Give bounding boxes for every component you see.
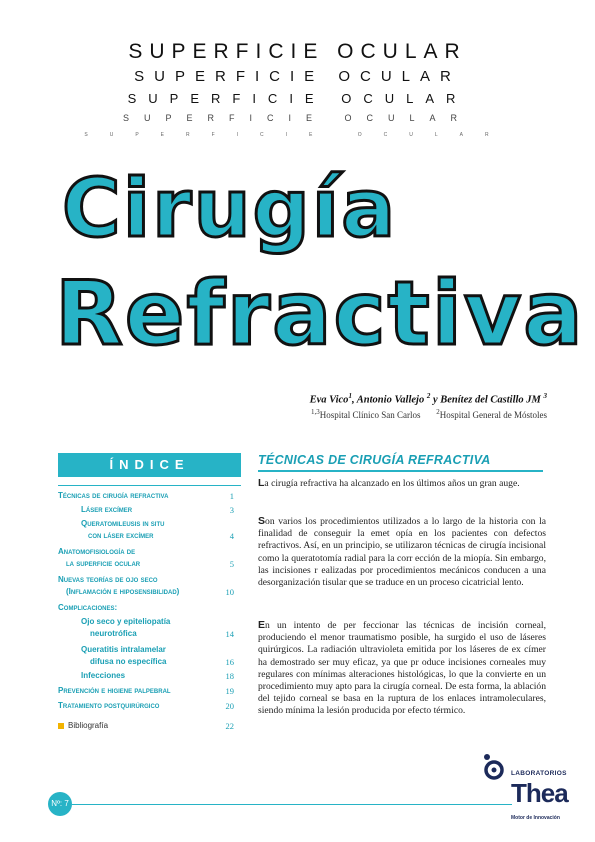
index-item[interactable]: Láser excímer 3	[81, 505, 234, 515]
page-number-badge: Nº: 7	[48, 792, 72, 816]
index-item[interactable]: Queratomileusis in situ	[81, 519, 165, 528]
index-item[interactable]: Complicaciones:	[58, 603, 118, 612]
title-refractiva: Refractiva	[55, 262, 585, 365]
index-item[interactable]: neurotrófica 14	[90, 629, 234, 639]
article-paragraph-1: La cirugía refractiva ha alcanzado en los últimos años un gran auge.	[258, 477, 520, 489]
index-heading: ÍNDICE	[58, 453, 241, 477]
article-title: TÉCNICAS DE CIRUGÍA REFRACTIVA	[258, 453, 491, 467]
index-rule	[58, 485, 241, 486]
index-item[interactable]: Ojo seco y epiteliopatía	[81, 617, 171, 626]
index-item-bibliografia[interactable]: Bibliografía 22	[58, 721, 234, 730]
index-item[interactable]: (Inflamación e hiposensibilidad) 10	[66, 587, 234, 597]
index-item[interactable]: Anatomofisiología de	[58, 547, 136, 556]
index-item[interactable]: difusa no específica 16	[90, 657, 234, 667]
article-rule	[258, 470, 543, 472]
title-cirugia: Cirugía	[62, 162, 398, 255]
index-item[interactable]: Nuevas teorías de ojo seco	[58, 575, 158, 584]
index-item[interactable]: con láser excímer 4	[88, 531, 234, 541]
article-paragraph-3: En un intento de per feccionar las técnicas de incisión corneal, produciendo el menor traumatismo posible, ha surgido el uso de láseres quirúrgicos. La radiación ultravioleta emitida por los láseres de ex címer ha demostrado ser muy eficaz, ya que pr oduce incisiones corneales muy regulares con mínimas alteraciones histológicas, lo que la convierte en un procedimiento muy apto para la cirugía corneal. De esta forma, la ablación del tejido corneal se basa en la ruptura de los enlaces intramoleculares, siendo mínima la lesión producida por efecto térmico.	[258, 619, 546, 717]
article-paragraph-2: Son varios los procedimientos utilizados a lo largo de la historia con la finalidad de conseguir la emet opía en los pacientes con defectos refractivos. Así, en un principio, se utilizaron técnicas de cirugía incisional como la queratotomía radial para la corr ección de la miopía. Sin embargo, las incisiones r ealizadas por procedimientos mecánicos conducen a una desorganización tisular que se traduce en un proceso cicatricial lento.	[258, 515, 546, 589]
footer-rule	[72, 804, 512, 805]
header-title-5: SUPERFICIE OCULAR	[84, 132, 511, 138]
index-item[interactable]: la superficie ocular 5	[66, 559, 234, 569]
logo-laboratorios: LABORATORIOS	[511, 770, 567, 777]
bullet-square-icon	[58, 723, 64, 729]
index-item[interactable]: Queratitis intralamelar	[81, 645, 166, 654]
authors-hospitals: $^{1,3}$Hospital Clínico San Carlos $^2$Hospital General de Móstoles	[311, 407, 547, 420]
logo-tagline: Motor de Innovación	[511, 815, 560, 821]
logo-thea: Thea	[511, 778, 568, 808]
header-title-1: SUPERFICIE OCULAR	[128, 40, 467, 63]
index-item[interactable]: Prevención e higiene palpebral 19	[58, 686, 234, 696]
index-item[interactable]: Técnicas de cirugía refractiva 1	[58, 491, 234, 501]
thea-logo-icon	[483, 752, 509, 782]
authors-names: Eva Vico$^1$, Antonio Vallejo $^2$ y Benítez del Castillo JM $^3$	[309, 392, 547, 406]
header-title-4: SUPERFICIE OCULAR	[122, 113, 473, 123]
index-item[interactable]: Infecciones 18	[81, 671, 234, 681]
authors-block	[310, 392, 547, 420]
header-title-3: SUPERFICIE OCULAR	[127, 91, 468, 106]
header-title-2: SUPERFICIE OCULAR	[134, 68, 461, 85]
index-item[interactable]: Tratamiento postquirúrgico 20	[58, 701, 234, 711]
